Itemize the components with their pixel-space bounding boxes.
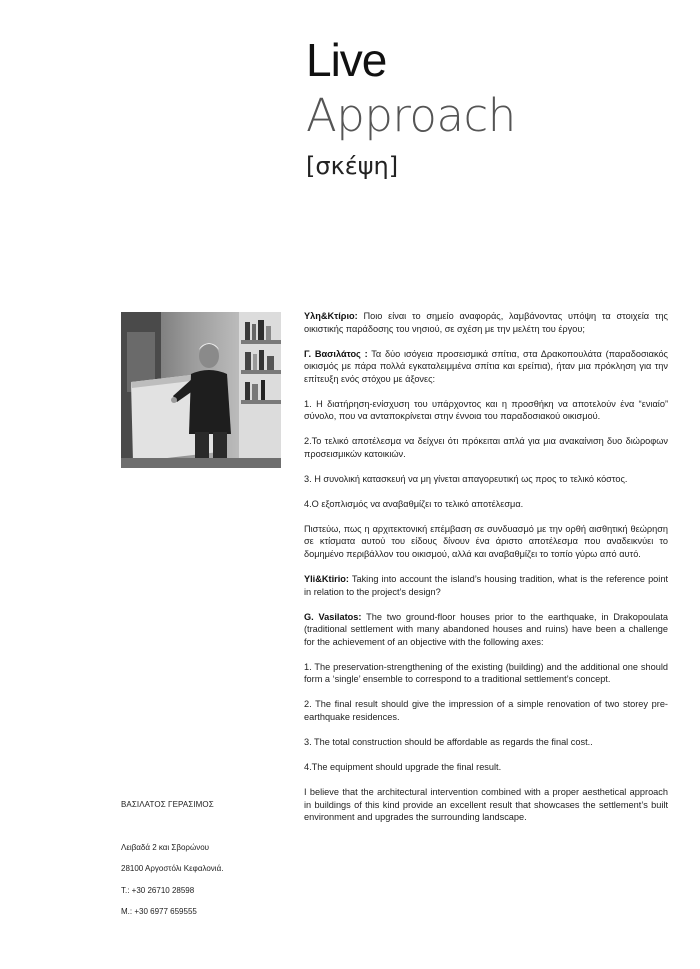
paragraph-text: Τα δύο ισόγεια προσεισμικά σπίτια, στα Δρακοπουλάτα (παραδοσιακός οικισμός με πάρα πολλά εγκαταλειμμένα σπίτια και ερείπια), ήταν μια πρόκληση για την επίτευξη ενός στόχου με άξονες: — [304, 348, 668, 384]
contact-mobile: Μ.: +30 6977 659555 — [121, 907, 197, 916]
paragraph-text: 2.Το τελικό αποτέλεσμα να δείχνει ότι πρόκειται απλά για μια ανακαίνιση δυο διώροφων προσεισμικών κατοικιών. — [304, 436, 668, 459]
title-live: Live — [306, 34, 387, 86]
paragraph-text: 1. Η διατήρηση-ενίσχυση του υπάρχοντος και η προσθήκη να αποτελούν ένα “ενιαίο” σύνολο, που να ανταποκρίνεται στην έννοια του παραδοσιακού οικισμού. — [304, 398, 668, 422]
paragraph — [304, 523, 668, 561]
paragraph-text: Πιστεύω, πως η αρχιτεκτονική επέμβαση σε συνδυασμό με την ορθή αισθητική θεώρηση σε κτίσματα αυτού του είδους δίνουν ένα άριστο αποτέλεσμα που αναδεικνύει το δομημένο περιβάλλον του οικισμού, αλλά και αναβαθμίζει το τοπίο γύρω από αυτό. — [304, 523, 668, 560]
speaker-label: Γ. Βασιλάτος : — [304, 348, 368, 359]
paragraph-text: Taking into account the island’s housing tradition, what is the reference point in relation to the project’s design? — [304, 574, 668, 597]
portrait-photo-illustration — [121, 312, 281, 468]
speaker-label: Yli&Ktirio: — [304, 574, 349, 585]
interview-text — [304, 310, 668, 836]
paragraph — [304, 310, 668, 335]
contact-phone: Τ.: +30 26710 28598 — [121, 886, 195, 895]
paragraph — [304, 786, 668, 824]
contact-address-city: 28100 Αργοστόλι Κεφαλονιά. — [121, 864, 224, 873]
title-approach: Approach — [306, 89, 516, 142]
paragraph-text: 4.Ο εξοπλισμός να αναβαθμίζει το τελικό αποτέλεσμα. — [304, 498, 524, 509]
paragraph-text: 2. The final result should give the impression of a simple renovation of two storey pre-earthquake residences. — [304, 699, 668, 722]
paragraph — [304, 761, 668, 774]
paragraph — [304, 611, 668, 649]
paragraph-text: Ποιο είναι το σημείο αναφοράς, λαμβάνοντας υπόψη τα στοιχεία της οικιστικής παράδοσης του νησιού, σε σχέση με την μελέτη του έργου; — [304, 311, 668, 334]
paragraph — [304, 398, 668, 423]
speaker-label: G. Vasilatos: — [304, 611, 362, 622]
paragraph — [304, 736, 668, 749]
paragraph-text: 1. The preservation-strengthening of the existing (building) and the additional one should form a ‘single’ ensemble to correspond to a traditional settlement’s concept. — [304, 661, 668, 685]
paragraph-text: 4.The equipment should upgrade the final result. — [304, 761, 502, 772]
portrait-photo — [121, 312, 281, 468]
paragraph — [304, 498, 668, 511]
speaker-label: Υλη&Κτίριο: — [304, 311, 358, 321]
paragraph — [304, 348, 668, 386]
title-subtitle: [σκέψη] — [306, 152, 399, 180]
contact-name: ΒΑΣΙΛΑΤΟΣ ΓΕΡΑΣΙΜΟΣ — [121, 800, 214, 809]
paragraph-text: The two ground-floor houses prior to the earthquake, in Drakopoulata (traditional settlement with many abandoned houses and ruins) have been a challenge for the achievement of an objective with the following axes: — [304, 611, 669, 647]
paragraph-text: 3. The total construction should be affordable as regards the final cost.. — [304, 736, 593, 747]
paragraph — [304, 473, 668, 486]
paragraph-text: 3. Η συνολική κατασκευή να μη γίνεται απαγορευτική ως προς το τελικό κόστος. — [304, 473, 628, 484]
paragraph-text: I believe that the architectural intervention combined with a proper aesthetical approach in buildings of this kind provide an excellent result that showcases the settlement’s built environment and upgrades the surrounding landscape. — [304, 786, 668, 823]
contact-address-street: Λειβαδά 2 και Σβορώνου — [121, 843, 210, 852]
title-block — [306, 34, 516, 182]
paragraph — [304, 698, 668, 723]
paragraph — [304, 573, 668, 598]
paragraph — [304, 661, 668, 686]
paragraph — [304, 435, 668, 460]
